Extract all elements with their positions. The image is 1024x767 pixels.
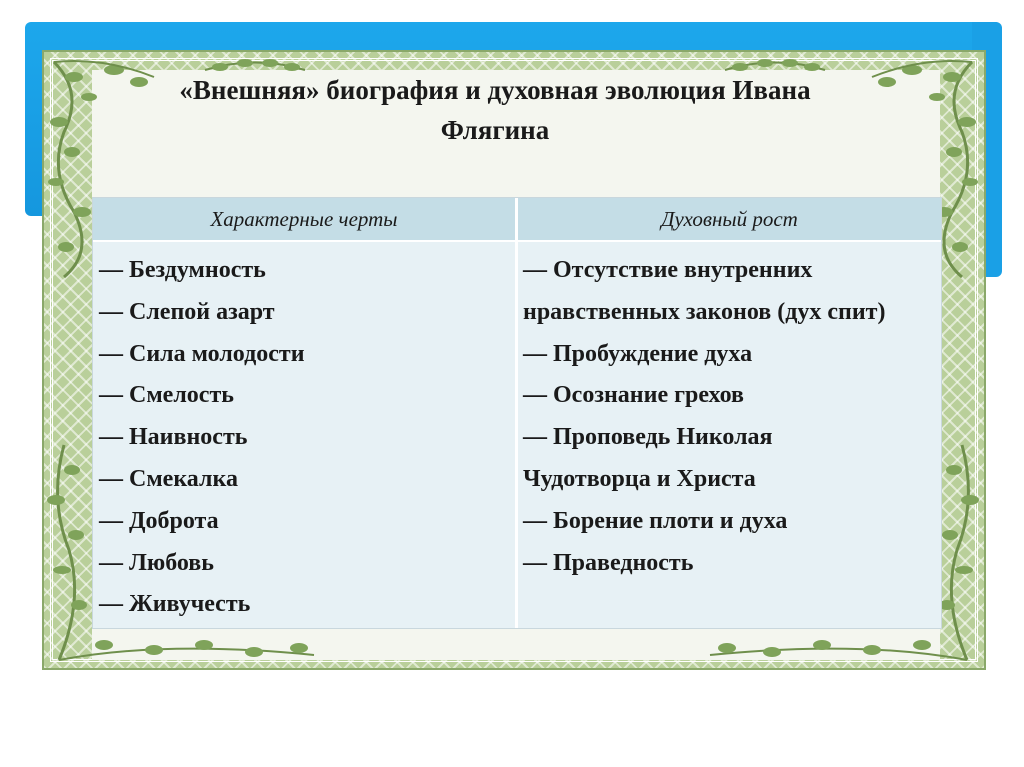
comparison-table	[92, 197, 942, 629]
traits-column	[99, 250, 509, 626]
list-item: — Отсутствие внутренних	[523, 257, 813, 283]
title-line-2: Флягина	[440, 115, 550, 145]
title-line-1: «Внешняя» биография и духовная эволюция Ивана	[179, 75, 811, 105]
list-item: — Сила молодости	[99, 340, 305, 367]
list-item: — Смекалка	[99, 465, 238, 492]
growth-column	[523, 250, 937, 584]
list-item: — Пробуждение духа	[523, 340, 753, 367]
list-item: — Праведность	[523, 549, 694, 576]
slide-title	[50, 70, 940, 150]
list-item: — Смелость	[99, 382, 234, 409]
list-item: — Слепой азарт	[99, 298, 275, 325]
list-item: — Бездумность	[99, 257, 266, 283]
list-item: — Любовь	[99, 549, 214, 576]
list-item: — Доброта	[99, 507, 219, 534]
list-item: нравственных законов (дух спит)	[523, 298, 886, 325]
header-spiritual-growth: Духовный рост	[661, 207, 798, 231]
list-item: — Борение плоти и духа	[523, 507, 788, 534]
list-item: — Осознание грехов	[523, 382, 744, 409]
header-traits: Характерные черты	[210, 207, 398, 231]
list-item: — Проповедь Николая	[523, 424, 773, 451]
list-item: Чудотворца и Христа	[523, 465, 756, 492]
column-divider	[515, 198, 518, 628]
list-item: — Наивность	[99, 424, 248, 451]
list-item: — Живучесть	[99, 591, 251, 618]
